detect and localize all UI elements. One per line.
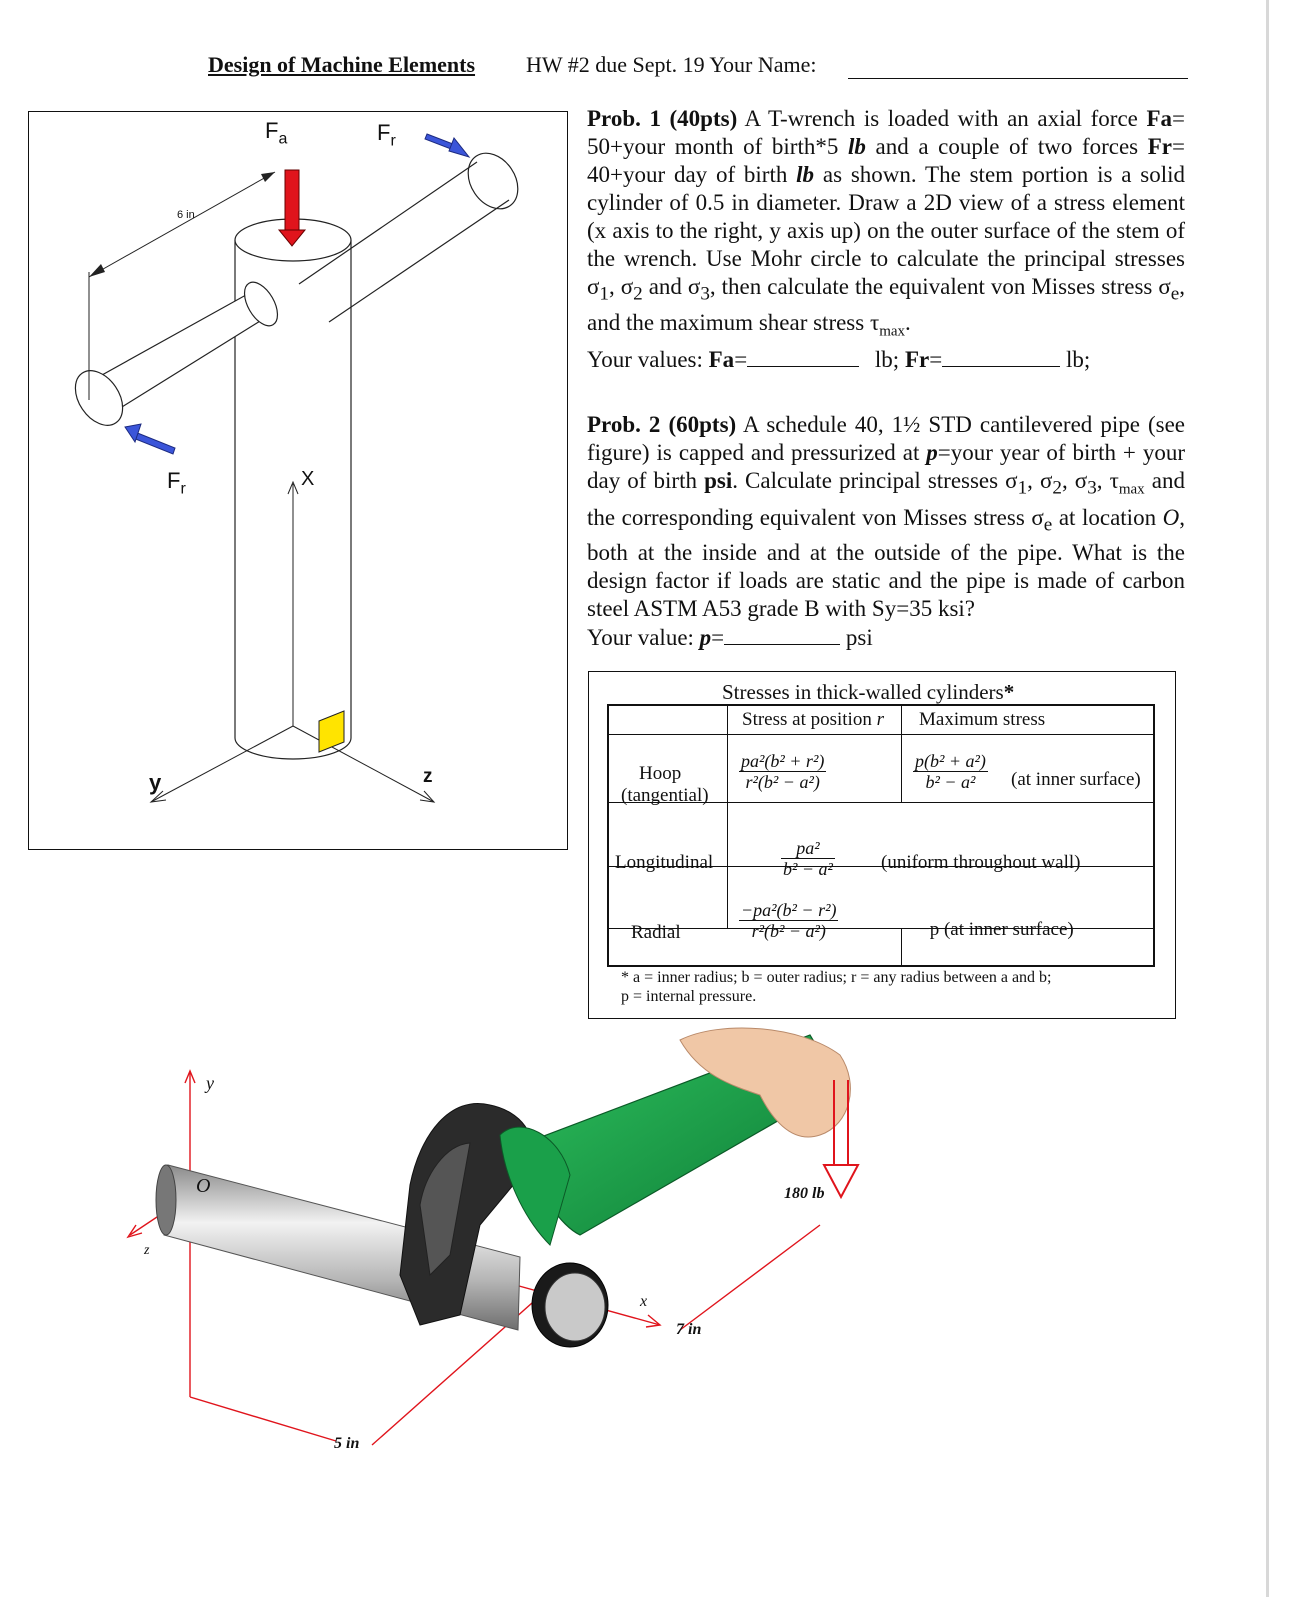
pipe-wrench-figure [120, 1025, 880, 1485]
dimension-6in: 6 in [177, 209, 195, 221]
longitudinal-note: (uniform throughout wall) [881, 852, 1081, 873]
fr-label-top: $F_r$ [377, 120, 396, 150]
stress-element [319, 711, 344, 752]
hoop-formula: $\frac{\text{pa²(b² + r²)}}{\text{r²(b² − a²)}}$ [741, 751, 825, 792]
dimension-5in: 5 in [334, 1435, 360, 1452]
radial-label: Radial [631, 922, 681, 943]
y-axis-label: y [149, 770, 162, 795]
z-axis-line [293, 726, 434, 802]
hoop-label-2: (tangential) [621, 785, 709, 806]
hoop-max-note: (at inner surface) [1011, 769, 1141, 790]
dim-5in-line [190, 1397, 336, 1441]
header-stress-at-position: Stress at position r [742, 709, 884, 730]
problem-1-text: Prob. 1 (40pts) A T-wrench is loaded with an axial force Fa= 50+your month of birth*5 lb and a couple of two forces Fr= 40+your day of birth lb as shown. The stem portion is a solid cylinder of 0.5 in diameter. Draw a 2D view of a stress element (x axis to the right, y axis up) on the outer surface of the stem of the wrench. Use Mohr circle to calculate the principal stresses $\sigma_1$, $\sigma_2$ and $\sigma_3$, then calculate the equivalent von Misses stress $\sigma_e$, and the maximum shear stress $\tau_{max}$. [587, 106, 1186, 340]
upper-bar-end [458, 144, 528, 218]
page-edge-shadow [1266, 0, 1269, 1597]
course-title: Design of Machine Elements [208, 52, 476, 77]
pipe-wrench-drawing [120, 1025, 880, 1485]
load-label: 180 lb [784, 1185, 825, 1202]
longitudinal-label: Longitudinal [615, 852, 714, 873]
couple-arrow-bottom [133, 432, 175, 454]
hoop-max-formula: $\frac{\text{p(b² + a²)}}{\text{b² − a²}}$ [915, 751, 986, 792]
table-footnote: * a = inner radius; b = outer radius; r = any radius between a and b; p = internal pressure. [621, 969, 1052, 1005]
problem-2-values: Your value: p= psi [587, 625, 873, 650]
location-o-label: O [196, 1175, 211, 1197]
z-axis-label: z [423, 766, 433, 787]
x-axis-label-2: x [640, 1293, 648, 1310]
fr-answer-blank[interactable] [942, 346, 1060, 367]
table-title: Stresses in thick-walled cylinders* [722, 680, 1015, 704]
fa-label: $F_a$ [265, 118, 288, 148]
radial-max: −p (at inner surface) [919, 919, 1074, 940]
problem-1-values: Your values: Fa= lb; Fr= lb; [587, 347, 1091, 372]
t-wrench-figure [28, 111, 568, 850]
hoop-label: Hoop [639, 763, 682, 784]
hw-due-label: HW #2 due Sept. 19 Your Name: [526, 52, 817, 77]
longitudinal-formula: $\frac{\text{pa²}}{\text{b² − a²}}$ [783, 838, 833, 879]
z-axis-label-2: z [144, 1243, 150, 1258]
upper-bar-edge [329, 200, 509, 322]
radial-formula: $\frac{\text{−pa²(b² − r²)}}{\text{r²(b² − a²)}}$ [741, 900, 837, 941]
p-answer-blank[interactable] [724, 624, 840, 645]
couple-arrow-top [425, 134, 453, 149]
t-wrench-drawing [29, 112, 567, 849]
y-axis-line [151, 726, 293, 802]
y-axis-label-2: y [206, 1073, 214, 1093]
header [208, 52, 1188, 86]
problem-2-text: Prob. 2 (60pts) A schedule 40, 1½ STD cantilevered pipe (see figure) is capped and pressurized at p=your year of birth + your day of birth psi. Calculate principal stresses $\sigma_1$, $\sigma_2$, $\sigma_3$, $\tau_{max}$ and the corresponding equivalent von Misses stress $\sigma_e$ at location O, both at the inside and at the outside of the pipe. What is the design factor if loads are static and the pipe is made of carbon steel ASTM A53 grade B with Sy=35 ksi? [587, 412, 1186, 622]
name-blank[interactable] [848, 78, 1188, 79]
fa-answer-blank[interactable] [747, 346, 859, 367]
stress-table-grid [607, 704, 1155, 967]
dimension-7in: 7 in [676, 1321, 702, 1338]
header-maximum-stress: Maximum stress [919, 709, 1046, 730]
x-axis-label: X [301, 468, 315, 490]
thick-wall-stress-table [588, 671, 1176, 1019]
axial-force-arrow [285, 170, 299, 232]
fr-label-bottom: $F_r$ [167, 468, 186, 498]
